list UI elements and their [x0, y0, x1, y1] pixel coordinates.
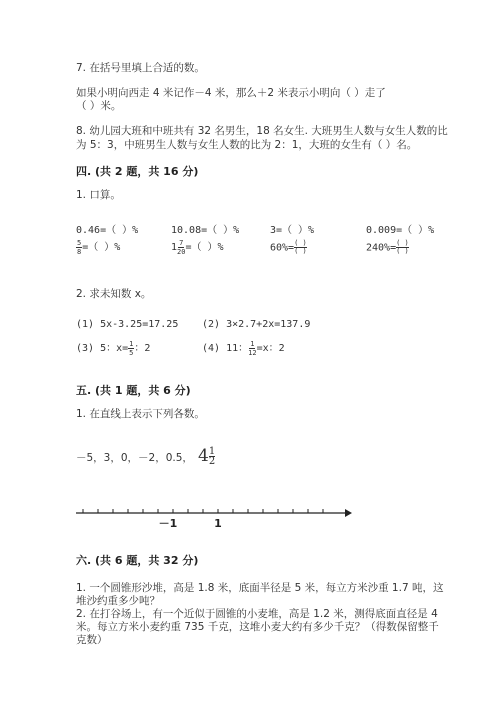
number-line: [0, 500, 500, 540]
section6-q2-line2: 米。每立方米小麦约重 735 千克，这堆小麦大约有多少千克？（得数保留整千: [76, 621, 439, 633]
section6-q1-line2: 堆沙约重多少吨？: [76, 595, 160, 607]
section6-q2-line3: 克数）: [76, 634, 108, 646]
oral-calc-1: 0.46=（ ）%: [76, 225, 139, 236]
oral-calc-5: $\frac{5}{8}$ =（ ）%: [77, 238, 121, 256]
oral-calc-4: 0.009=（ ）%: [366, 225, 435, 236]
blank-fraction: ( ) ( ): [294, 239, 307, 255]
section5-q1-title: 1. 在直线上表示下列各数。: [76, 408, 205, 420]
section4-q2-title: 2. 求未知数 x。: [76, 288, 152, 300]
q7-line1: 如果小明向西走 4 米记作－4 米，那么＋2 米表示小明向（ ）走了: [76, 87, 386, 99]
q7-line2: （ ）米。: [76, 100, 122, 112]
blank-fraction: ( ) ( ): [396, 239, 409, 255]
oral-calc-6: 1 $\frac{7}{20}$ =（ ）%: [171, 238, 224, 256]
section5-heading: 五. (共 1 题，共 6 分): [76, 384, 191, 397]
q7-title: 7. 在括号里填上合适的数。: [76, 62, 205, 74]
mixed-number: 4 $\frac{1}{2}$: [198, 446, 216, 467]
fraction-1-5: $\frac{1}{5}$: [129, 339, 134, 357]
section4-heading: 四. (共 2 题，共 16 分): [76, 165, 199, 178]
q8-line2: 为 5：3，中班男生人数与女生人数的比为 2：1，大班的女生有（ ）名。: [76, 139, 418, 151]
section6-q1-line1: 1. 一个圆锥形沙堆，高是 1.8 米，底面半径是 5 米，每立方米沙重 1.7 吨，这: [76, 582, 444, 594]
section6-q2-line1: 2. 在打谷场上，有一个近似于圆锥的小麦堆，高是 1.2 米，测得底面直径是 4: [76, 608, 438, 620]
oral-calc-3: 3=（ ）%: [270, 225, 315, 236]
equation-4: (4) 11： $\frac{1}{12}$ =x：2: [202, 339, 285, 357]
fraction-1-12: $\frac{1}{12}$: [248, 339, 257, 357]
numbers-to-plot: －5，3，0，－2，0.5，: [76, 452, 193, 464]
equation-2: (2) 3×2.7+2x=137.9: [202, 319, 311, 330]
fraction-5-8: $\frac{5}{8}$: [77, 238, 82, 256]
equation-3: (3) 5：x= $\frac{1}{5}$ ：2: [76, 339, 151, 357]
tick-label-neg1: －1: [158, 517, 178, 530]
oral-calc-8: 240%= ( ) ( ): [366, 239, 409, 255]
equation-1: (1) 5x-3.25=17.25: [76, 319, 179, 330]
oral-calc-7: 60%= ( ) ( ): [270, 239, 307, 255]
q8-line1: 8. 幼儿园大班和中班共有 32 名男生，18 名女生. 大班男生人数与女生人数的比: [76, 125, 448, 137]
fraction-7-20: $\frac{7}{20}$: [177, 238, 186, 256]
tick-label-1: 1: [214, 517, 222, 530]
section6-heading: 六. (共 6 题，共 32 分): [76, 554, 199, 567]
section4-q1-title: 1. 口算。: [76, 189, 121, 201]
oral-calc-2: 10.08=（ ）%: [171, 225, 240, 236]
